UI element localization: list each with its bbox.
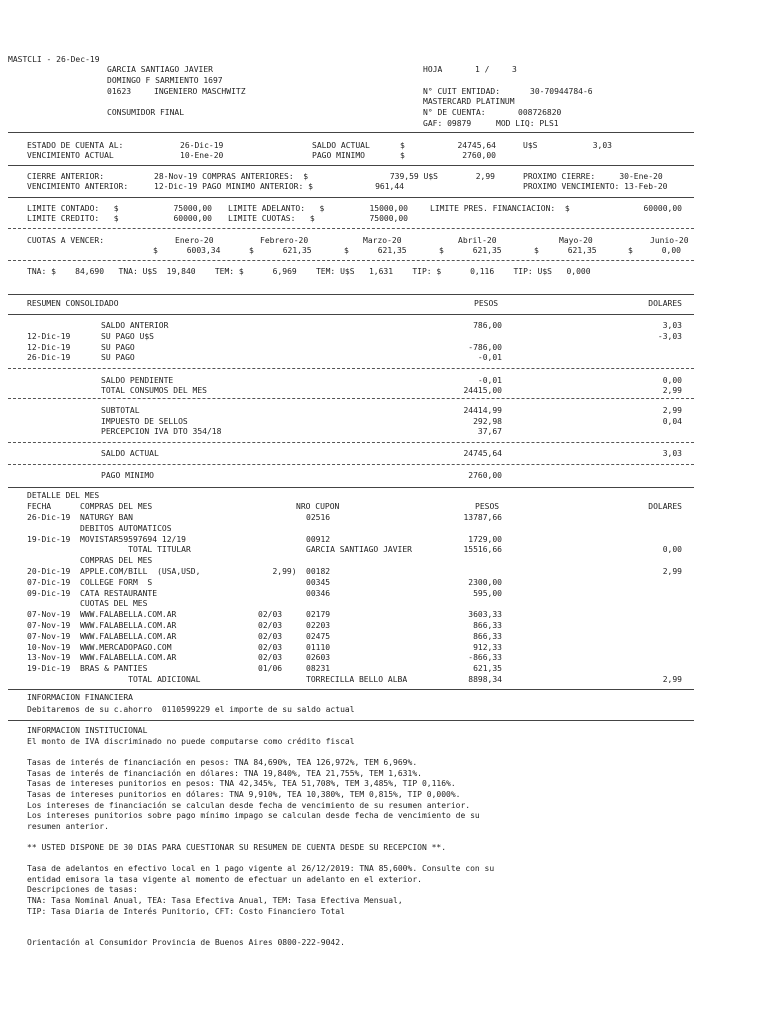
- pago-pesos: 2760,00: [462, 151, 496, 160]
- divider: [8, 464, 694, 465]
- summary-row-pesos: 24414,99: [463, 406, 502, 415]
- pago-currency: $: [400, 151, 405, 160]
- summary-row-pesos: 2760,00: [468, 471, 502, 480]
- detail-row-desc: CATA RESTAURANTE: [80, 588, 158, 598]
- detail-row-desc: CUOTAS DEL MES: [80, 599, 148, 609]
- summary-row-pesos: -0,01: [477, 376, 502, 385]
- divider: [8, 314, 694, 315]
- institutional-line: Tasas de intereses punitorios en pesos: TNA 42,345%, TEA 51,708%, TEM 3,485%, TIP 0,116%.: [27, 779, 456, 789]
- divider: [8, 487, 694, 488]
- detail-row-cupon: 00182: [306, 567, 331, 576]
- sheet-label: HOJA: [423, 65, 443, 74]
- sheet-total: 3: [512, 65, 517, 74]
- detail-row-pesos: 2300,00: [468, 577, 502, 587]
- limit-credito-label: LIMITE CREDITO: $: [27, 214, 119, 223]
- city: INGENIERO MASCHWITZ: [154, 87, 246, 96]
- detail-col-usd: DOLARES: [648, 502, 682, 511]
- divider: [8, 442, 694, 443]
- divider: [8, 197, 694, 198]
- detail-row-pesos: 13787,66: [463, 513, 502, 522]
- summary-row-usd: 3,03: [662, 449, 682, 458]
- detail-row-date: 20-Dic-19: [27, 567, 71, 576]
- venc-ant-label: VENCIMIENTO ANTERIOR:: [27, 182, 129, 191]
- limit-cuotas-value: 75000,00: [369, 214, 408, 223]
- summary-row-desc: IMPUESTO DE SELLOS: [101, 417, 188, 426]
- limit-cuotas-label: LIMITE CUOTAS: $: [228, 214, 315, 223]
- compras-ant-pesos: 739,59 U$S: [389, 172, 438, 181]
- detail-row-cupon: 00912: [306, 534, 331, 544]
- detail-row-desc: MOVISTAR59597694 12/19: [80, 534, 186, 544]
- detail-row-cupon: 02203: [306, 621, 331, 630]
- summary-col-pesos: PESOS: [474, 299, 499, 308]
- summary-row-desc: SU PAGO: [101, 343, 135, 352]
- cierre-ant-label: CIERRE ANTERIOR:: [27, 172, 105, 181]
- detail-row-cuota: 02/03: [258, 642, 283, 652]
- detail-row-usd: 0,00: [662, 545, 682, 555]
- detail-row-date: 13-Nov-19: [27, 653, 71, 663]
- detail-row-cupon: 02179: [306, 610, 331, 620]
- installment-amount: $ 6003,34: [153, 246, 221, 255]
- saldo-label: SALDO ACTUAL: [312, 141, 370, 150]
- detail-row-pesos: 866,33: [473, 631, 502, 641]
- cuit-label: N° CUIT ENTIDAD:: [423, 87, 501, 96]
- institutional-line: Tasas de intereses punitorios en dólares: TNA 9,910%, TEA 10,380%, TEM 0,815%, TIP 0,000%.: [27, 790, 461, 799]
- summary-row-usd: -3,03: [657, 332, 682, 341]
- detail-row-cupon: 08231: [306, 664, 331, 674]
- financial-title: INFORMACION FINANCIERA: [27, 693, 133, 702]
- limit-adelanto-label: LIMITE ADELANTO: $: [228, 204, 325, 213]
- cuit-value: 30-70944784-6: [530, 87, 593, 96]
- holder-name: GARCIA SANTIAGO JAVIER: [107, 65, 213, 74]
- institutional-line: Los intereses de financiación se calculan desde fecha de vencimiento de su resumen anterior.: [27, 800, 471, 810]
- summary-row-date: 12-Dic-19: [27, 332, 71, 341]
- card-product: MASTERCARD PLATINUM: [423, 97, 515, 106]
- detail-row-usd: 2,99: [662, 675, 682, 684]
- installment-month: Mayo-20: [559, 236, 593, 245]
- detail-row-desc: WWW.FALABELLA.COM.AR: [80, 631, 177, 641]
- detail-row-desc: COMPRAS DEL MES: [80, 556, 153, 566]
- detail-row-cupon: 01110: [306, 642, 331, 652]
- detail-row-date: 07-Nov-19: [27, 631, 71, 641]
- detail-row-cupon: 00346: [306, 588, 331, 598]
- institutional-line: TIP: Tasa Diaria de Interés Punitorio, CFT: Costo Financiero Total: [27, 906, 345, 916]
- limit-contado-value: 75000,00: [173, 204, 212, 213]
- institutional-line: Orientación al Consumidor Provincia de Buenos Aires 0800-222-9042.: [27, 938, 345, 948]
- installment-month: Abril-20: [458, 236, 497, 245]
- detail-row-cuota: 01/06: [258, 664, 283, 674]
- report-id: MASTCLI - 26-Dec-19: [8, 55, 100, 64]
- detail-row-desc: TOTAL ADICIONAL: [80, 675, 201, 684]
- usd-label: U$S: [523, 141, 538, 150]
- sheet-number: 1 /: [475, 65, 490, 74]
- saldo-usd: 3,03: [592, 141, 612, 150]
- detail-row-desc: COLLEGE FORM S: [80, 577, 153, 587]
- estado-date: 26-Dic-19: [180, 141, 224, 150]
- detail-row-cuota: 02/03: [258, 631, 283, 641]
- summary-row-usd: 0,00: [662, 376, 682, 385]
- summary-row-desc: SALDO ANTERIOR: [101, 321, 169, 330]
- saldo-pesos: 24745,64: [457, 141, 496, 150]
- divider: [8, 165, 694, 166]
- detail-row-pesos: 621,35: [473, 664, 502, 674]
- mod-liq: MOD LIQ: PLS1: [496, 119, 559, 128]
- detail-row-pesos: 595,00: [473, 588, 502, 598]
- detail-col-cupon: NRO CUPON: [296, 502, 340, 511]
- venc-ant-value: 12-Dic-19 PAGO MINIMO ANTERIOR: $: [154, 182, 313, 191]
- summary-row-date: 26-Dic-19: [27, 353, 71, 362]
- summary-row-usd: 2,99: [662, 406, 682, 415]
- divider: [8, 260, 694, 261]
- detail-title: DETALLE DEL MES: [27, 491, 100, 500]
- institutional-title: INFORMACION INSTITUCIONAL: [27, 726, 148, 735]
- summary-row-pesos: 24415,00: [463, 386, 502, 395]
- summary-row-desc: PERCEPCION IVA DTO 354/18: [101, 427, 222, 436]
- detail-row-cuota: 02/03: [258, 653, 283, 663]
- financial-text: Debitaremos de su c.ahorro 0110599229 el importe de su saldo actual: [27, 705, 355, 714]
- institutional-line: Tasas de interés de financiación en pesos: TNA 84,690%, TEA 126,972%, TEM 6,969%.: [27, 758, 418, 768]
- summary-row-desc: SALDO PENDIENTE: [101, 376, 174, 385]
- compras-ant-usd: 2,99: [475, 172, 495, 181]
- detail-row-cupon: 02516: [306, 513, 331, 522]
- installment-amount: $ 621,35: [439, 246, 502, 255]
- divider: [8, 294, 694, 295]
- detail-row-date: 19-Dic-19: [27, 664, 71, 674]
- detail-row-pesos: 912,33: [473, 642, 502, 652]
- detail-row-desc: APPLE.COM/BILL (USA,USD,: [80, 567, 201, 576]
- detail-row-desc: DEBITOS AUTOMATICOS: [80, 523, 172, 533]
- saldo-currency: $: [400, 141, 405, 150]
- institutional-line: Tasas de interés de financiación en dólares: TNA 19,840%, TEA 21,755%, TEM 1,631%.: [27, 768, 422, 778]
- summary-row-pesos: 37,67: [477, 427, 502, 436]
- divider: [8, 228, 694, 229]
- divider: [8, 368, 694, 369]
- detail-row-date: 10-Nov-19: [27, 642, 71, 652]
- institutional-line: resumen anterior.: [27, 821, 109, 831]
- detail-row-desc: WWW.MERCADOPAGO.COM: [80, 642, 172, 652]
- detail-col-fecha: FECHA: [27, 502, 52, 511]
- institutional-line: ** USTED DISPONE DE 30 DIAS PARA CUESTIONAR SU RESUMEN DE CUENTA DESDE SU RECEPCION **.: [27, 843, 447, 852]
- prox-venc: PROXIMO VENCIMIENTO: 13-Feb-20: [523, 182, 668, 191]
- detail-row-date: 09-Dic-19: [27, 588, 71, 598]
- detail-row-cupon: 02603: [306, 653, 331, 663]
- detail-row-pesos: 1729,00: [468, 534, 502, 544]
- detail-row-pesos: 8898,34: [468, 675, 502, 684]
- summary-row-desc: SALDO ACTUAL: [101, 449, 159, 458]
- summary-row-usd: 0,04: [662, 417, 682, 426]
- address-street: DOMINGO F SARMIENTO 1697: [107, 76, 223, 85]
- installment-amount: $ 0,00: [628, 246, 681, 255]
- gaf-line: GAF: 09879: [423, 119, 472, 128]
- detail-row-cupon: 00345: [306, 577, 331, 587]
- installment-month: Enero-20: [175, 236, 214, 245]
- detail-row-pesos: 15516,66: [463, 545, 502, 555]
- detail-row-date: 07-Nov-19: [27, 621, 71, 630]
- detail-row-cuota: 02/03: [258, 610, 283, 620]
- detail-row-desc: WWW.FALABELLA.COM.AR: [80, 621, 177, 630]
- institutional-line: Tasa de adelantos en efectivo local en 1 pago vigente al 26/12/2019: TNA 85,600%. Consulte con su: [27, 864, 495, 874]
- summary-row-pesos: 292,98: [473, 417, 502, 426]
- summary-col-usd: DOLARES: [648, 299, 682, 308]
- installment-amount: $ 621,35: [534, 246, 597, 255]
- pago-label: PAGO MINIMO: [312, 151, 365, 160]
- institutional-line: El monto de IVA discriminado no puede computarse como crédito fiscal: [27, 737, 355, 746]
- divider: [8, 720, 694, 721]
- detail-row-desc: WWW.FALABELLA.COM.AR: [80, 610, 177, 620]
- limit-pres-value: 60000,00: [643, 204, 682, 213]
- institutional-line: TNA: Tasa Nominal Anual, TEA: Tasa Efectiva Anual, TEM: Tasa Efectiva Mensual,: [27, 896, 403, 905]
- summary-row-desc: SU PAGO: [101, 353, 135, 362]
- installments-label: CUOTAS A VENCER:: [27, 236, 105, 245]
- postal-code: 01623: [107, 87, 132, 96]
- summary-row-desc: PAGO MINIMO: [101, 471, 154, 480]
- installment-month: Febrero-20: [260, 236, 309, 245]
- estado-label: ESTADO DE CUENTA AL:: [27, 141, 124, 150]
- limit-pres-label: LIMITE PRES. FINANCIACION: $: [430, 204, 570, 213]
- venc-date: 10-Ene-20: [180, 151, 224, 160]
- installment-amount: $ 621,35: [344, 246, 407, 255]
- account-value: 008726820: [518, 108, 562, 117]
- divider: [8, 398, 694, 399]
- summary-row-desc: TOTAL CONSUMOS DEL MES: [101, 386, 207, 395]
- divider: [8, 689, 694, 690]
- detail-row-desc: BRAS & PANTIES: [80, 664, 148, 674]
- institutional-line: entidad emisora la tasa vigente al momento de efectuar un adelanto en el exterior.: [27, 874, 422, 884]
- account-label: N° DE CUENTA:: [423, 108, 486, 117]
- institutional-line: Los intereses punitorios sobre pago mínimo impago se calculan desde fecha de vencimiento de su: [27, 811, 480, 821]
- detail-row-cupon: GARCIA SANTIAGO JAVIER: [306, 545, 412, 555]
- detail-row-desc: TOTAL TITULAR: [80, 545, 191, 555]
- summary-row-usd: 2,99: [662, 386, 682, 395]
- summary-row-pesos: -0,01: [477, 353, 502, 362]
- detail-row-desc: NATURGY BAN: [80, 513, 133, 522]
- detail-col-compras: COMPRAS DEL MES: [80, 502, 153, 511]
- prox-cierre: PROXIMO CIERRE: 30-Ene-20: [523, 172, 663, 181]
- detail-row-pesos: 866,33: [473, 621, 502, 630]
- limit-credito-value: 60000,00: [173, 214, 212, 223]
- institutional-line: Descripciones de tasas:: [27, 885, 138, 895]
- detail-row-date: 07-Dic-19: [27, 577, 71, 587]
- installment-amount: $ 621,35: [249, 246, 312, 255]
- detail-row-cupon: 02475: [306, 631, 331, 641]
- detail-row-desc: WWW.FALABELLA.COM.AR: [80, 653, 177, 663]
- cierre-ant-value: 28-Nov-19 COMPRAS ANTERIORES: $: [154, 172, 309, 181]
- client-type: CONSUMIDOR FINAL: [107, 108, 185, 117]
- summary-title: RESUMEN CONSOLIDADO: [27, 299, 119, 308]
- summary-row-date: 12-Dic-19: [27, 343, 71, 352]
- installment-month: Marzo-20: [363, 236, 402, 245]
- divider: [8, 132, 694, 133]
- limit-adelanto-value: 15000,00: [369, 204, 408, 213]
- detail-row-date: 19-Dic-19: [27, 534, 71, 544]
- detail-row-cupon: TORRECILLA BELLO ALBA: [306, 675, 408, 684]
- summary-row-pesos: 24745,64: [463, 449, 502, 458]
- detail-row-pesos: 3603,33: [468, 610, 502, 620]
- summary-row-pesos: -786,00: [468, 343, 502, 352]
- detail-row-cuota: 2,99): [258, 567, 297, 576]
- installment-month: Junio-20: [650, 236, 689, 245]
- detail-row-pesos: -866,33: [468, 653, 502, 663]
- detail-col-pesos: PESOS: [475, 502, 500, 511]
- detail-row-usd: 2,99: [662, 567, 682, 576]
- summary-row-pesos: 786,00: [473, 321, 502, 330]
- detail-row-date: 07-Nov-19: [27, 610, 71, 620]
- summary-row-usd: 3,03: [662, 321, 682, 330]
- detail-row-cuota: 02/03: [258, 621, 283, 630]
- limit-contado-label: LIMITE CONTADO: $: [27, 204, 119, 213]
- rates-line: TNA: $ 84,690 TNA: U$S 19,840 TEM: $ 6,969 TEM: U$S 1,631 TIP: $ 0,116 TIP: U$S 0,000: [27, 267, 591, 276]
- summary-row-desc: SU PAGO U$S: [101, 332, 154, 341]
- pago-min-ant: 961,44: [375, 182, 404, 191]
- detail-row-date: 26-Dic-19: [27, 513, 71, 522]
- venc-label: VENCIMIENTO ACTUAL: [27, 151, 114, 160]
- summary-row-desc: SUBTOTAL: [101, 406, 140, 415]
